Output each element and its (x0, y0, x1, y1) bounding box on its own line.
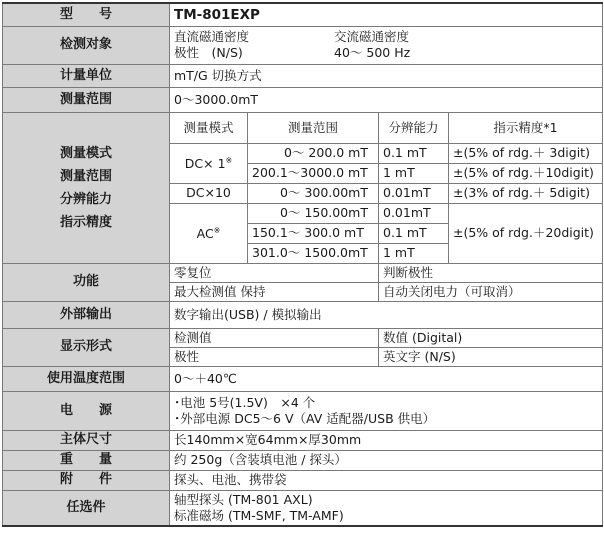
function-auto-off: 自动关闭电力（可取消） (379, 282, 603, 301)
label-range: 测量范围 (3, 87, 170, 112)
range-cell: 0～ 200.0 mT (248, 143, 379, 163)
accuracy-cell: ±(5% of rdg.＋20digit) (449, 203, 603, 263)
value-weight: 约 250g（含装填电池 / 探头） (170, 450, 603, 470)
power-external: ･外部电源 DC5～6 V（AV 适配器/USB 供电） (174, 410, 436, 426)
power-battery: ･电池 5号(1.5V) ×4 个 (174, 394, 316, 410)
value-power (170, 391, 603, 430)
value-temp: 0～＋40℃ (170, 366, 603, 391)
row-unit (3, 64, 603, 87)
spec-header-row (3, 112, 603, 143)
label-temp: 使用温度范围 (3, 366, 170, 391)
option-probe: 轴型探头 (TM-801 AXL) (174, 491, 313, 507)
row-range (3, 87, 603, 112)
object-ac: 交流磁通密度 (334, 29, 410, 44)
row-function (3, 263, 603, 282)
resolution-cell: 1 mT (379, 163, 449, 183)
row-temp (3, 366, 603, 391)
resolution-cell: 0.01mT (379, 183, 449, 203)
header-accuracy: 指示精度*1 (449, 112, 603, 143)
display-polarity: 极性 (170, 347, 379, 366)
accuracy-cell: ±(3% of rdg.＋ 5digit) (449, 183, 603, 203)
option-magnet: 标准磁场 (TM-SMF, TM-AMF) (174, 507, 344, 523)
spec-table (2, 2, 603, 527)
range-cell: 0～ 300.00mT (248, 183, 379, 203)
note-mark: ※ (213, 226, 221, 236)
display-digital: 数值 (Digital) (379, 328, 603, 347)
row-model (3, 3, 603, 26)
label-size: 主体尺寸 (3, 430, 170, 450)
note-mark: ※ (225, 156, 233, 166)
mode-dc1: DC× 1※ (170, 143, 248, 183)
range-cell: 200.1～3000.0 mT (248, 163, 379, 183)
row-weight (3, 450, 603, 470)
header-resolution: 分辨能力 (379, 112, 449, 143)
label-measure-range: 测量范围 (59, 168, 112, 184)
object-polarity: 极性 (N/S) (174, 45, 243, 60)
label-output: 外部输出 (3, 301, 170, 328)
value-accessories: 探头、电池、携带袋 (170, 470, 603, 490)
label-display: 显示形式 (3, 328, 170, 366)
label-power: 电 源 (3, 391, 170, 430)
resolution-cell: 0.1 mT (379, 223, 449, 243)
label-accessories: 附 件 (3, 470, 170, 490)
label-weight: 重 量 (3, 450, 170, 470)
mode-ac: AC※ (170, 203, 248, 263)
resolution-cell: 0.01mT (379, 203, 449, 223)
function-max-hold: 最大检测值 保持 (170, 282, 379, 301)
object-dc: 直流磁通密度 (174, 29, 250, 44)
row-power (3, 391, 603, 430)
row-size (3, 430, 603, 450)
display-value: 检测值 (170, 328, 379, 347)
row-objects (3, 26, 603, 64)
accuracy-cell: ±(5% of rdg.＋10digit) (449, 163, 603, 183)
row-display (3, 328, 603, 347)
label-model: 型 号 (3, 3, 170, 26)
resolution-cell: 0.1 mT (379, 143, 449, 163)
row-output (3, 301, 603, 328)
label-resolution: 分辨能力 (59, 191, 112, 207)
label-mode: 测量模式 (59, 145, 112, 161)
object-ac-range: 40～ 500 Hz (334, 45, 411, 60)
value-options (170, 490, 603, 526)
function-polarity: 判断极性 (379, 263, 603, 282)
value-output: 数字输出(USB) / 模拟输出 (170, 301, 603, 328)
label-unit: 计量单位 (3, 64, 170, 87)
label-accuracy: 指示精度 (59, 214, 112, 230)
label-options: 任选件 (3, 490, 170, 526)
row-accessories (3, 470, 603, 490)
mode-dc10: DC×10 (170, 183, 248, 203)
accuracy-cell: ±(5% of rdg.＋ 3digit) (449, 143, 603, 163)
value-size: 长140mm×宽64mm×厚30mm (170, 430, 603, 450)
range-cell: 150.1～ 300.0 mT (248, 223, 379, 243)
row-options (3, 490, 603, 526)
value-unit: mT/G 切换方式 (170, 64, 603, 87)
label-mode-block (3, 112, 170, 263)
header-mode: 测量模式 (170, 112, 248, 143)
header-range: 测量范围 (248, 112, 379, 143)
range-cell: 301.0～ 1500.0mT (248, 243, 379, 263)
display-letters: 英文字 (N/S) (379, 347, 603, 366)
resolution-cell: 1 mT (379, 243, 449, 263)
label-objects: 检测对象 (3, 26, 170, 64)
label-function: 功能 (3, 263, 170, 301)
value-objects (170, 26, 603, 64)
value-model: TM-801EXP (170, 3, 603, 26)
range-cell: 0～ 150.00mT (248, 203, 379, 223)
function-zero: 零复位 (170, 263, 379, 282)
value-range: 0～3000.0mT (170, 87, 603, 112)
